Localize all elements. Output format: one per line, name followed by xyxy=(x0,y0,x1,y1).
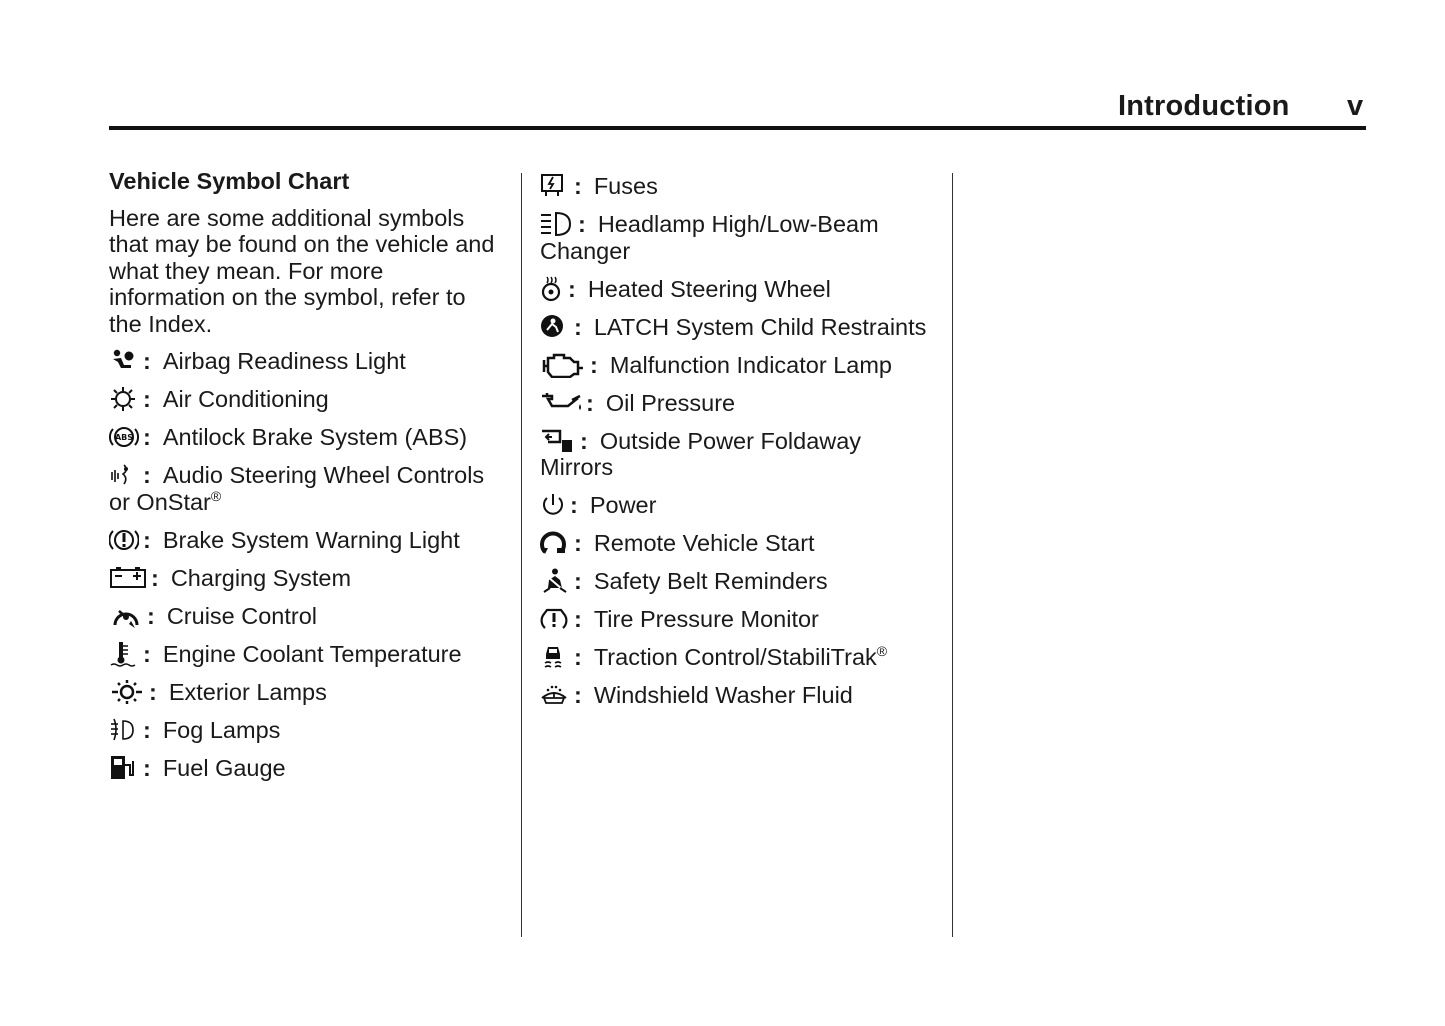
headlamp-beam-icon xyxy=(540,211,574,237)
abs-icon xyxy=(109,424,139,450)
section-title: Vehicle Symbol Chart xyxy=(109,168,350,194)
symbol-entry: : Malfunction Indicator Lamp xyxy=(540,352,935,379)
symbol-entry: : Fuel Gauge xyxy=(109,755,504,782)
oil-pressure-icon xyxy=(540,390,582,416)
symbol-label: Audio Steering Wheel Controls or OnStar xyxy=(109,462,485,515)
symbol-entry: : Brake System Warning Light xyxy=(109,527,504,554)
symbol-entry: : Airbag Readiness Light xyxy=(109,348,504,375)
coolant-temperature-icon xyxy=(109,641,139,667)
symbol-entry: : Fuses xyxy=(540,173,935,200)
page-title: Introduction xyxy=(1118,90,1290,122)
symbol-label: Cruise Control xyxy=(166,602,318,629)
symbol-label: Heated Steering Wheel xyxy=(587,275,831,302)
column-divider xyxy=(952,173,953,937)
power-icon xyxy=(540,492,566,518)
symbol-label: Exterior Lamps xyxy=(168,678,327,705)
symbol-label: Airbag Readiness Light xyxy=(162,348,406,374)
symbol-entry: : Heated Steering Wheel xyxy=(540,276,935,303)
symbol-label: Traction Control/StabiliTrak xyxy=(593,644,877,670)
symbol-label: Oil Pressure xyxy=(605,389,736,416)
symbol-label: Charging System xyxy=(170,564,352,591)
cruise-control-icon xyxy=(109,603,143,629)
tire-pressure-icon xyxy=(540,606,570,632)
symbol-label: Tire Pressure Monitor xyxy=(593,606,819,632)
symbol-entry: : Air Conditioning xyxy=(109,386,504,413)
header-divider xyxy=(109,126,1366,130)
traction-control-icon xyxy=(540,644,570,670)
symbol-entry: : Safety Belt Reminders xyxy=(540,568,935,595)
battery-icon xyxy=(109,565,147,591)
symbol-entry: : Power xyxy=(540,492,935,519)
symbol-entry: : Exterior Lamps xyxy=(109,679,504,706)
symbol-label: LATCH System Child Restraints xyxy=(593,313,927,340)
symbol-entry: : Cruise Control xyxy=(109,603,504,630)
symbol-entry: : Windshield Washer Fluid xyxy=(540,682,935,709)
remote-start-icon xyxy=(540,530,570,556)
symbol-label: Fog Lamps xyxy=(162,716,281,743)
symbol-label: Fuel Gauge xyxy=(162,754,286,781)
svg-text:ABS: ABS xyxy=(114,433,134,442)
column-divider xyxy=(521,173,522,937)
latch-child-restraint-icon xyxy=(540,314,570,340)
symbol-entry: : Tire Pressure Monitor xyxy=(540,606,935,633)
symbol-entry: ABS : Antilock Brake System (ABS) xyxy=(109,424,504,451)
symbol-label: Fuses xyxy=(593,173,658,199)
audio-steering-controls-icon xyxy=(109,462,139,488)
airbag-readiness-icon xyxy=(109,348,139,374)
symbol-label: Power xyxy=(589,492,657,518)
symbol-entry: : Fog Lamps xyxy=(109,717,504,744)
fog-lamps-icon xyxy=(109,717,139,743)
symbol-label: Safety Belt Reminders xyxy=(593,568,828,594)
symbol-label: Air Conditioning xyxy=(162,386,329,412)
symbol-label: Headlamp High/Low-Beam Changer xyxy=(540,211,879,264)
fuel-gauge-icon xyxy=(109,755,139,781)
symbol-label: Malfunction Indicator Lamp xyxy=(609,351,892,378)
symbol-entry: : Headlamp High/Low-Beam Changer xyxy=(540,211,879,264)
symbol-entry: : Engine Coolant Temperature xyxy=(109,641,504,668)
symbol-label: Outside Power Foldaway Mirrors xyxy=(540,427,862,480)
right-column xyxy=(540,173,935,720)
heated-steering-wheel-icon xyxy=(540,276,564,302)
symbol-entry: : LATCH System Child Restraints xyxy=(540,314,935,341)
symbol-entry: : Charging System xyxy=(109,565,504,592)
intro-paragraph: Here are some additional symbols that may be found on the vehicle and what they mean. For more information on the symbol, refer to the Index. xyxy=(109,204,495,337)
brake-warning-icon xyxy=(109,527,139,553)
symbol-entry: : Remote Vehicle Start xyxy=(540,530,935,557)
symbol-label: Brake System Warning Light xyxy=(162,526,460,553)
exterior-lamps-icon xyxy=(109,679,145,705)
power-mirror-icon xyxy=(540,428,576,454)
symbol-label: Antilock Brake System (ABS) xyxy=(162,424,468,450)
left-column xyxy=(109,168,504,793)
fuses-icon xyxy=(540,173,570,199)
symbol-label: Windshield Washer Fluid xyxy=(593,682,853,708)
symbol-entry: : Audio Steering Wheel Controls or OnStar® xyxy=(109,462,485,515)
air-conditioning-icon xyxy=(109,386,139,412)
page-number: v xyxy=(1347,90,1364,122)
safety-belt-icon xyxy=(540,568,570,594)
symbol-entry: : Oil Pressure xyxy=(540,390,935,417)
symbol-entry: : Outside Power Foldaway Mirrors xyxy=(540,427,862,480)
washer-fluid-icon xyxy=(540,682,570,708)
symbol-label: Remote Vehicle Start xyxy=(593,530,815,556)
symbol-entry: : Traction Control/StabiliTrak® xyxy=(540,644,935,671)
symbol-label: Engine Coolant Temperature xyxy=(162,640,462,667)
engine-malfunction-icon xyxy=(540,352,586,378)
